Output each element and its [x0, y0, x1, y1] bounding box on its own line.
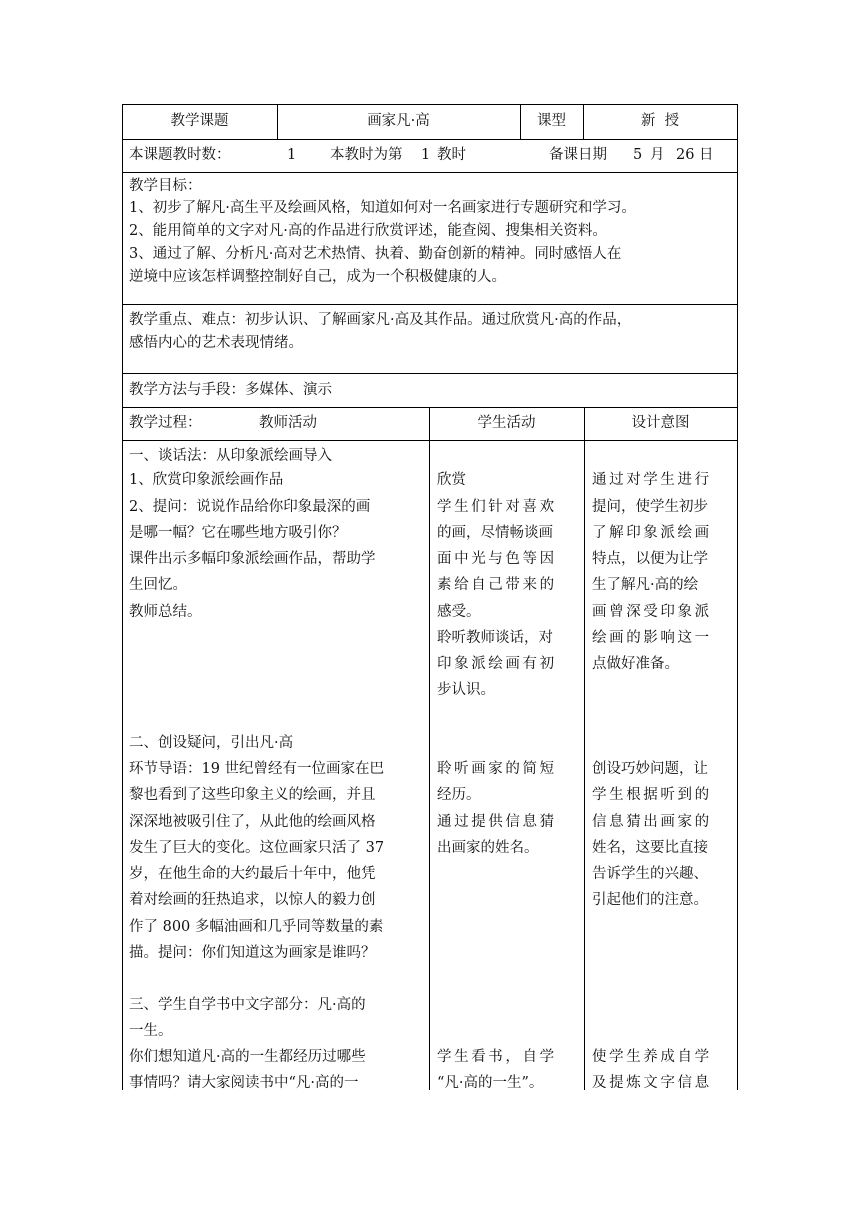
teacher-line: 着对绘画的狂热追求，以惊人的毅力创	[129, 892, 376, 908]
table-line	[122, 440, 738, 441]
periods-value: 1	[287, 147, 297, 163]
student-line: 聆听画家的简短	[437, 761, 557, 777]
topic-label: 教学课题	[170, 113, 229, 129]
table-line	[122, 104, 123, 1090]
intent-line: 点做好准备。	[592, 656, 679, 672]
teacher-line: 岁，在他生命的大约最后十年中，他凭	[129, 866, 376, 882]
teacher-line: 描。提问：你们知道这为画家是谁吗？	[129, 945, 376, 961]
teacher-line: 教师总结。	[129, 604, 202, 620]
intent-line: 告诉学生的兴趣、	[592, 866, 708, 882]
table-line	[122, 104, 738, 105]
intent-line: 学生根据听到的	[592, 787, 712, 803]
intent-line: 生了解凡·高的绘	[592, 577, 699, 593]
table-line	[122, 373, 738, 374]
student-line: 出画家的姓名。	[437, 840, 539, 856]
teacher-activity-header: 教师活动	[259, 415, 317, 431]
current-period-label: 本教时为第	[330, 147, 403, 163]
intent-line: 提问，使学生初步	[592, 499, 708, 515]
type-value	[583, 109, 737, 133]
student-line: 经历。	[437, 787, 481, 803]
student-line: 聆听教师谈话，对	[437, 630, 553, 646]
student-line: 欣赏	[437, 472, 466, 488]
intent-line: 及提炼文字信息	[592, 1075, 712, 1091]
teacher-line: 是哪一幅？它在哪些地方吸引你？	[129, 525, 347, 541]
teacher-line: 发生了巨大的变化。这位画家只活了 37	[129, 840, 385, 856]
student-line: “凡·高的一生”。	[437, 1075, 544, 1091]
table-line	[429, 407, 430, 1090]
table-line	[584, 407, 585, 1090]
student-line: 印象派绘画有初	[437, 656, 557, 672]
intent-line: 引起他们的注意。	[592, 892, 708, 908]
table-line	[122, 304, 738, 305]
objective-line: 2、能用简单的文字对凡·高的作品进行欣赏评述，能查阅、搜集相关资料。	[129, 223, 607, 239]
teacher-line: 你们想知道凡·高的一生都经历过哪些	[129, 1049, 366, 1065]
objective-line: 3、通过了解、分析凡·高对艺术热情、执着、勤奋创新的精神。同时感悟人在	[129, 246, 622, 262]
intent-line: 绘画的影响这一	[592, 630, 712, 646]
intent-line: 通过对学生进行	[592, 472, 712, 488]
current-period-suffix: 教时	[437, 147, 466, 163]
table-line	[122, 139, 738, 140]
student-line: 感受。	[437, 604, 481, 620]
prep-date-label: 备课日期	[549, 147, 607, 163]
student-line: 面中光与色等因	[437, 551, 557, 567]
student-line: 的画，尽情畅谈画	[437, 525, 553, 541]
intent-line: 特点，以便为让学	[592, 551, 708, 567]
teacher-line: 2、提问：说说作品给你印象最深的画	[129, 499, 371, 515]
intent-line: 姓名，这要比直接	[592, 840, 708, 856]
intent-line: 画曾深受印象派	[592, 604, 712, 620]
student-activity-header: 学生活动	[477, 415, 536, 431]
key-points-line: 教学重点、难点：初步认识、了解画家凡·高及其作品。通过欣赏凡·高的作品，	[129, 312, 632, 328]
periods-label: 本课题教时数：	[129, 147, 231, 163]
objective-line: 逆境中应该怎样调整控制好自己，成为一个积极健康的人。	[129, 269, 506, 285]
section2-title: 二、创设疑问，引出凡·高	[129, 735, 294, 751]
process-label: 教学过程：	[129, 415, 202, 431]
table-line	[122, 407, 738, 408]
intent-line: 信息猜出画家的	[592, 814, 712, 830]
section3-title: 三、学生自学书中文字部分：凡·高的	[129, 997, 366, 1013]
design-intent-header: 设计意图	[631, 415, 690, 431]
prep-day: 26	[676, 147, 695, 163]
intent-line: 使学生养成自学	[592, 1049, 712, 1065]
teacher-line: 生回忆。	[129, 577, 187, 593]
teacher-line: 事情吗？请大家阅读书中“凡·高的一	[129, 1075, 359, 1091]
student-line: 学生们针对喜欢	[437, 499, 557, 515]
topic-value: 画家凡·高	[367, 113, 430, 129]
intent-line: 创设巧妙问题，让	[592, 761, 708, 777]
type-value-text: 新 授	[640, 113, 680, 129]
objectives-title: 教学目标：	[129, 178, 202, 194]
teacher-line: 课件出示多幅印象派绘画作品，帮助学	[129, 551, 376, 567]
type-label: 课型	[537, 113, 566, 129]
teacher-line: 1、欣赏印象派绘画作品	[129, 472, 284, 488]
teacher-line: 环节导语：19 世纪曾经有一位画家在巴	[129, 761, 385, 777]
intent-line: 了解印象派绘画	[592, 525, 712, 541]
day-char: 日	[699, 147, 714, 163]
methods-text: 教学方法与手段：多媒体、演示	[129, 382, 332, 398]
objective-line: 1、初步了解凡·高生平及绘画风格，知道如何对一名画家进行专题研究和学习。	[129, 200, 636, 216]
student-line: 步认识。	[437, 682, 495, 698]
student-line: 学生看书，自学	[437, 1049, 557, 1065]
student-line: 素给自己带来的	[437, 577, 557, 593]
section3-title: 一生。	[129, 1023, 173, 1039]
current-period-value: 1	[421, 147, 431, 163]
teacher-line: 深深地被吸引住了，从此他的绘画风格	[129, 814, 376, 830]
teacher-line: 作了 800 多幅油画和几乎同等数量的素	[129, 919, 384, 935]
prep-month: 5	[633, 147, 643, 163]
student-line: 通过提供信息猜	[437, 814, 557, 830]
month-char: 月	[650, 147, 665, 163]
section1-title: 一、谈话法：从印象派绘画导入	[129, 448, 332, 464]
table-line	[737, 104, 738, 1090]
key-points-line: 感悟内心的艺术表现情绪。	[129, 335, 303, 351]
table-line	[122, 172, 738, 173]
teacher-line: 黎也看到了这些印象主义的绘画，并且	[129, 787, 376, 803]
